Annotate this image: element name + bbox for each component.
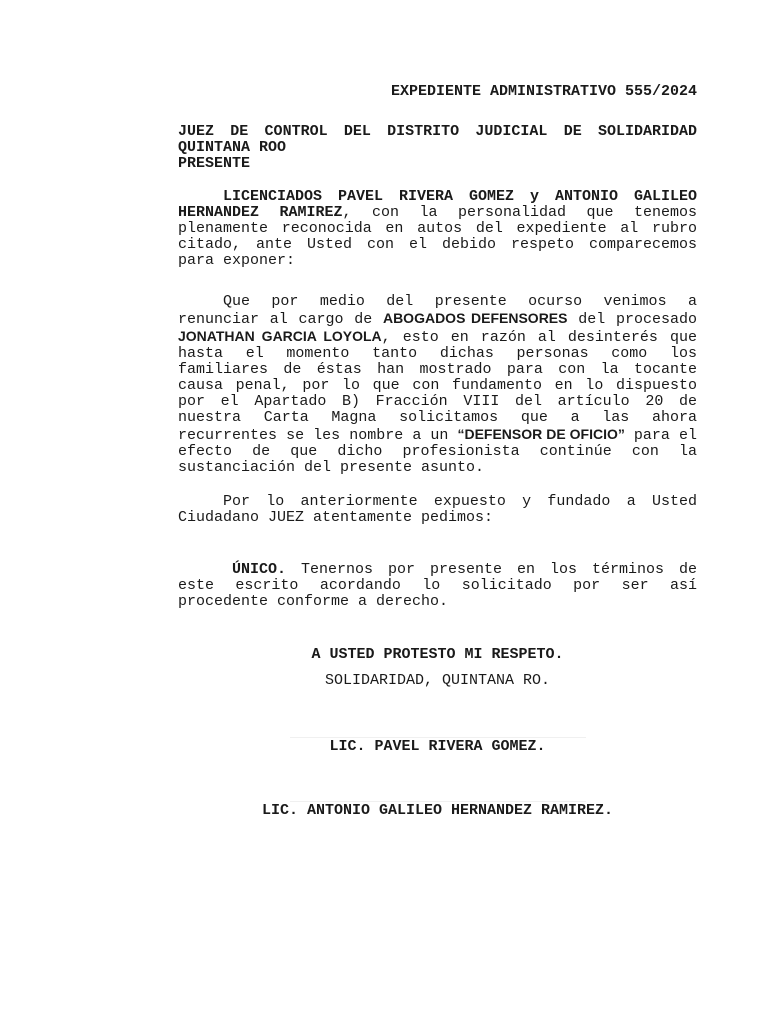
signature-name-1: LIC. PAVEL RIVERA GOMEZ. <box>329 738 546 755</box>
petition-text: Tenernos por presente en los términos de este escrito acordando lo solicitado por ser así procedente conforme a derecho. <box>178 561 697 610</box>
body-paragraph <box>178 294 697 476</box>
intro-paragraph <box>178 189 697 269</box>
public-defender-bold: “DEFENSOR DE OFICIO” <box>457 426 625 442</box>
attorney-names: LICENCIADOS PAVEL RIVERA GOMEZ y ANTONIO GALILEO HERNANDEZ RAMIREZ <box>178 188 697 221</box>
closing-place: SOLIDARIDAD, QUINTANA RO. <box>324 672 551 689</box>
addressee-line-3: PRESENTE <box>178 155 251 172</box>
intro-text: , con la personalidad que tenemos plenamente reconocida en autos del expediente al rubro citado, ante Usted con el debido respeto comparecemos para exponer: <box>178 204 697 269</box>
signature-name-2: LIC. ANTONIO GALILEO HERNANDEZ RAMIREZ. <box>261 802 614 819</box>
file-number: EXPEDIENTE ADMINISTRATIVO 555/2024 <box>390 83 697 100</box>
addressee-line-1: JUEZ DE CONTROL DEL DISTRITO JUDICIAL DE SOLIDARIDAD <box>178 123 697 140</box>
petition-paragraph <box>178 562 697 610</box>
body-text-3: , esto en razón al desinterés que hasta el momento tanto dichas personas como los familiares de éstas han mostrado para con la tocante causa penal, por lo que con fundamento en lo dispuesto por el Apartado B) Fracción VIII del artículo 20 de nuestra Carta Magna solicitamos que a las ahora recurrentes se les nombre a un <box>178 329 697 444</box>
request-paragraph: Por lo anteriormente expuesto y fundado a Usted Ciudadano JUEZ atentamente pedimos: <box>178 493 697 526</box>
body-text-2: del procesado <box>567 311 697 328</box>
role-bold: ABOGADOS DEFENSORES <box>382 310 568 326</box>
defendant-name: JONATHAN GARCIA LOYOLA <box>178 328 382 344</box>
closing-protest: A USTED PROTESTO MI RESPETO. <box>311 646 564 663</box>
petition-label: ÚNICO. <box>232 561 287 578</box>
body-text-4: para el efecto de que dicho profesionista continúe con la sustanciación del presente asunto. <box>178 427 697 476</box>
body-text-1: Que por medio del presente ocurso venimos a renunciar al cargo de <box>178 293 697 328</box>
addressee <box>178 124 697 172</box>
addressee-line-2: QUINTANA ROO <box>178 139 287 156</box>
